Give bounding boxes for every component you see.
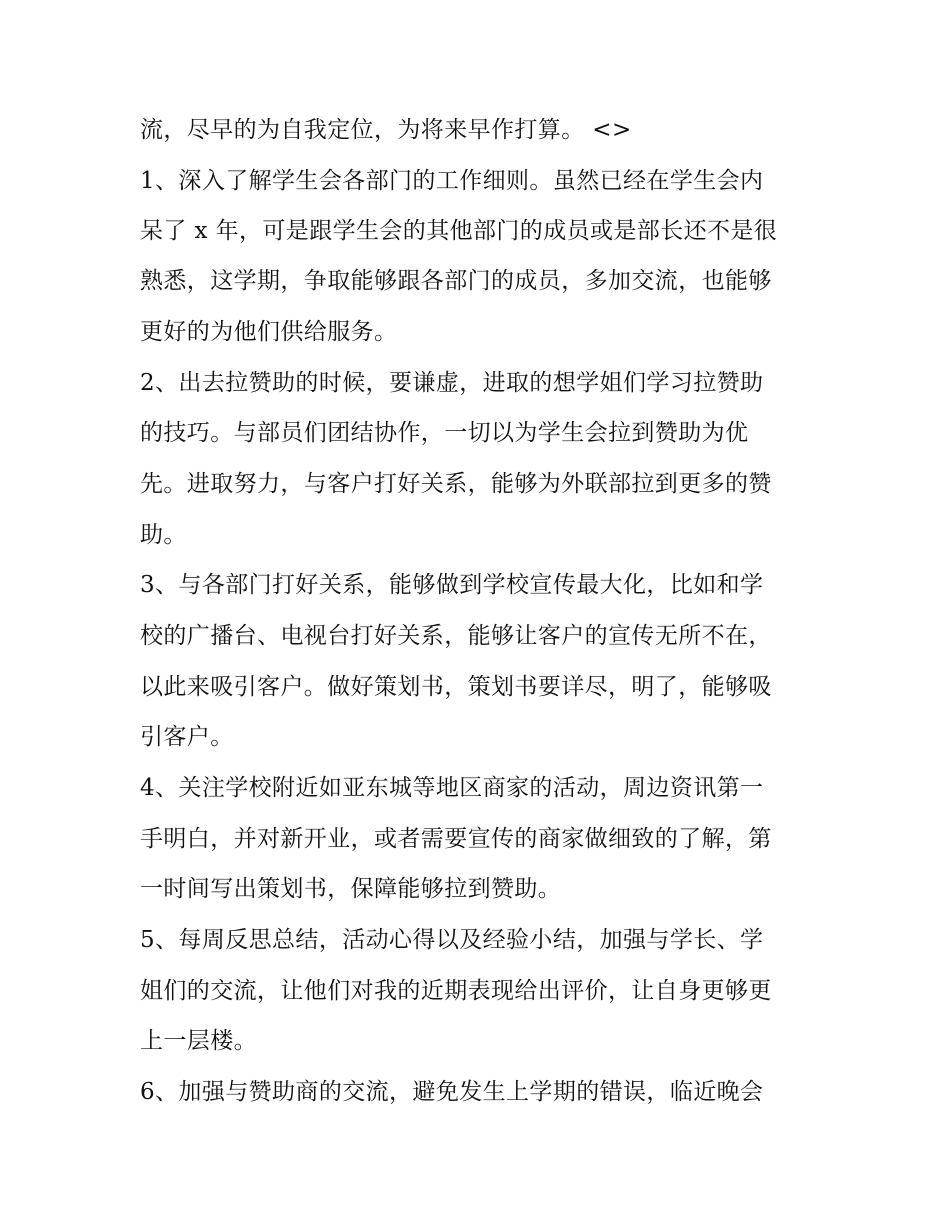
text-line: 引客户。 <box>140 724 234 750</box>
text-line: 3、与各部门打好关系，能够做到学校宣传最大化，比如和学 <box>140 572 764 598</box>
text-line: 校的广播台、电视台打好关系，能够让客户的宣传无所不在， <box>140 623 772 649</box>
text-line: 4、关注学校附近如亚东城等地区商家的活动，周边资讯第一 <box>140 775 764 801</box>
text-line: 熟悉，这学期，争取能够跟各部门的成员，多加交流，也能够 <box>140 268 772 294</box>
text-line: 呆了 x 年，可是跟学生会的其他部门的成员或是部长还不是很 <box>140 218 778 244</box>
text-line: 助。 <box>140 522 187 548</box>
text-line: 流，尽早的为自我定位，为将来早作打算。 <> <box>140 117 632 143</box>
text-line: 姐们的交流，让他们对我的近期表现给出评价，让自身更够更 <box>140 978 772 1004</box>
text-line: 更好的为他们供给服务。 <box>140 319 398 345</box>
text-line: 先。进取努力，与客户打好关系，能够为外联部拉到更多的赞 <box>140 471 772 497</box>
text-line: 5、每周反思总结，活动心得以及经验小结，加强与学长、学 <box>140 927 764 953</box>
text-line: 的技巧。与部员们团结协作，一切以为学生会拉到赞助为优 <box>140 420 749 446</box>
text-line: 1、深入了解学生会各部门的工作细则。虽然已经在学生会内 <box>140 168 764 194</box>
text-line: 上一层楼。 <box>140 1028 257 1054</box>
text-line: 以此来吸引客户。做好策划书，策划书要详尽，明了，能够吸 <box>140 674 772 700</box>
text-line: 手明白，并对新开业，或者需要宣传的商家做细致的了解，第 <box>140 826 772 852</box>
text-line: 2、出去拉赞助的时候，要谦虚，进取的想学姐们学习拉赞助 <box>140 370 764 396</box>
text-line: 一时间写出策划书，保障能够拉到赞助。 <box>140 876 562 902</box>
text-line: 6、加强与赞助商的交流，避免发生上学期的错误，临近晚会 <box>140 1079 764 1105</box>
